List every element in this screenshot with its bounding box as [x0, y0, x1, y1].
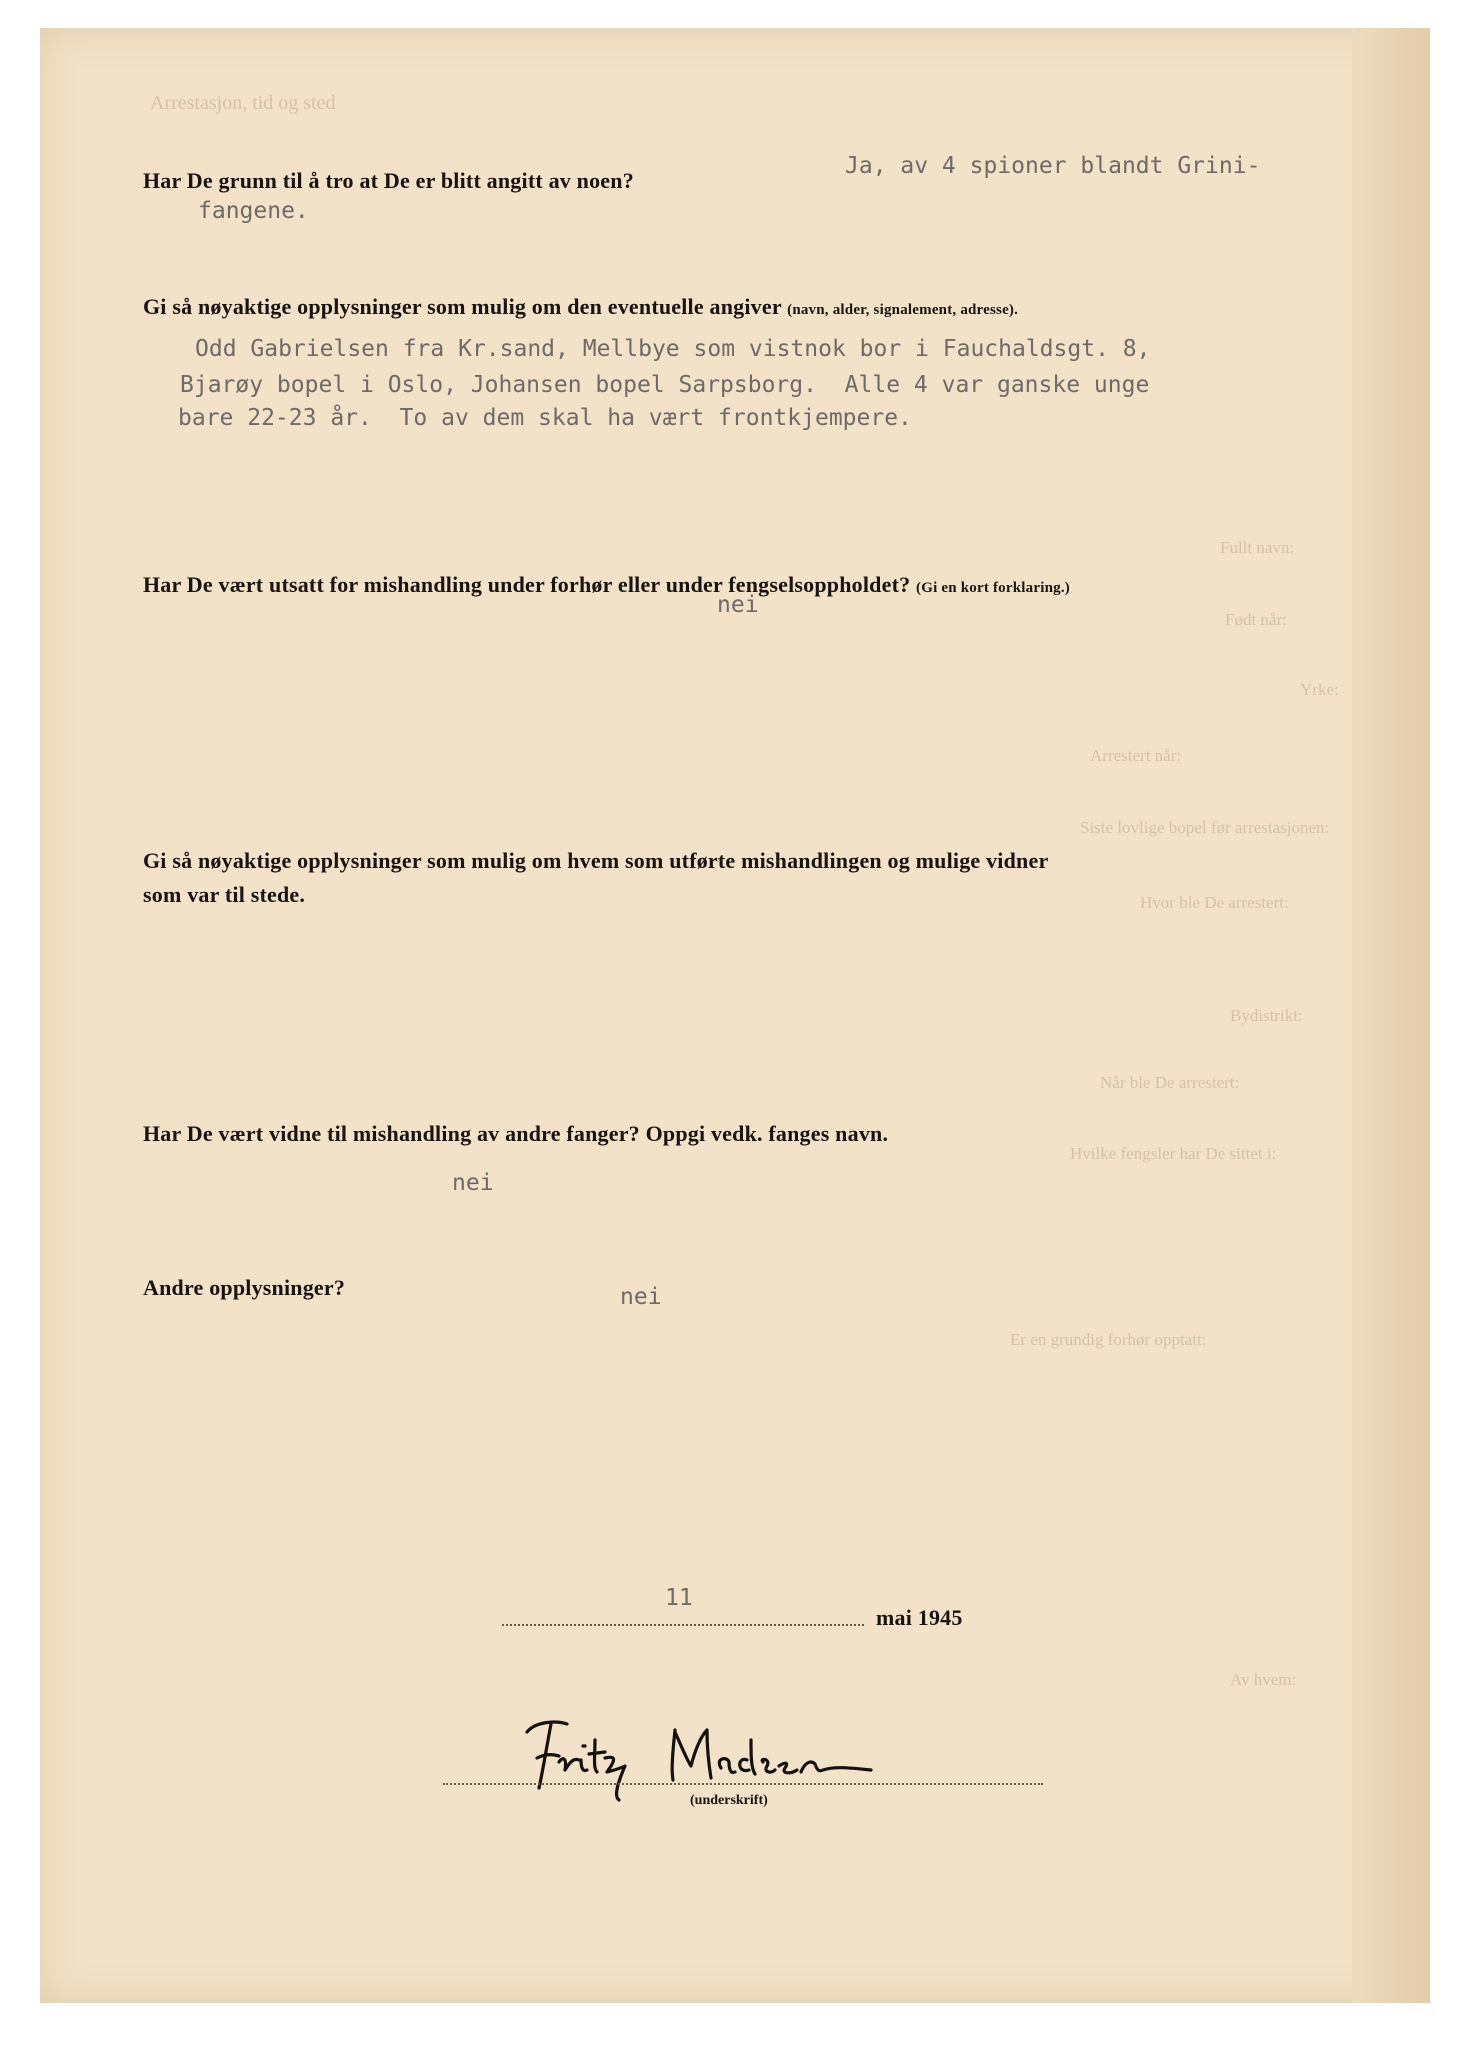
ghost-text-right-6: Bydistrikt:	[1230, 1006, 1303, 1025]
question-vidne: Har De vært vidne til mishandling av andre fanger? Oppgi vedk. fanges navn.	[143, 1121, 889, 1146]
answer-mishandling: nei	[717, 592, 759, 618]
ghost-text-right-5: Hvor ble De arrestert:	[1140, 893, 1289, 912]
answer-andre: nei	[620, 1284, 662, 1310]
ghost-text-right-10: Av hvem:	[1230, 1670, 1297, 1689]
answer-angiver-line1: Odd Gabrielsen fra Kr.sand, Mellbye som vistnok bor i Fauchaldsgt. 8,	[195, 336, 1151, 362]
date-dotted-line	[502, 1624, 864, 1626]
signature-dotted-line	[443, 1783, 1043, 1785]
ghost-text-right-7: Når ble De arrestert:	[1100, 1073, 1240, 1092]
answer-angitt-line2: fangene.	[198, 198, 309, 224]
answer-angiver-line2: Bjarøy bopel i Oslo, Johansen bopel Sarpsborg. Alle 4 var ganske unge	[180, 372, 1150, 398]
question-utforte-line1: Gi så nøyaktige opplysninger som mulig om hvem som utførte mishandlingen og mulige vidner	[143, 848, 1049, 873]
question-mishandling-note: (Gi en kort forklaring.)	[916, 580, 1070, 596]
ghost-text-right-3: Arrestert når:	[1090, 746, 1182, 765]
date-month-year: mai 1945	[876, 1605, 963, 1630]
ghost-text-right-9: Er en grundig forhør opptatt:	[1010, 1330, 1207, 1349]
page-edge-shadow	[1352, 28, 1430, 2003]
question-mishandling	[143, 572, 1070, 598]
question-angiver-text: Gi så nøyaktige opplysninger som mulig om den eventuelle angiver	[143, 294, 782, 319]
signature-label: (underskrift)	[690, 1793, 768, 1808]
question-utforte-line2: som var til stede.	[143, 882, 306, 907]
ghost-text-right-4: Siste lovlige bopel før arrestasjonen:	[1080, 818, 1330, 837]
answer-angiver-line3: bare 22-23 år. To av dem skal ha vært frontkjempere.	[178, 405, 912, 431]
ghost-text-right-0: Fullt navn:	[1220, 538, 1295, 557]
question-mishandling-text: Har De vært utsatt for mishandling under forhør eller under fengselsoppholdet?	[143, 572, 911, 597]
ghost-text-right-8: Hvilke fengsler har De sittet i:	[1070, 1144, 1277, 1163]
question-andre: Andre opplysninger?	[143, 1275, 346, 1300]
date-day: 11	[665, 1585, 693, 1611]
answer-angitt-line1: Ja, av 4 spioner blandt Grini-	[845, 153, 1261, 179]
ghost-text-right-1: Født når:	[1225, 610, 1287, 629]
question-angiver-note: (navn, alder, signalement, adresse).	[787, 302, 1019, 318]
ghost-text-top: Arrestasjon, tid og sted	[150, 92, 336, 114]
question-angiver	[143, 294, 1018, 320]
ghost-text-right-2: Yrke:	[1300, 680, 1339, 699]
question-angitt: Har De grunn til å tro at De er blitt angitt av noen?	[143, 168, 634, 193]
answer-vidne: nei	[452, 1170, 494, 1196]
